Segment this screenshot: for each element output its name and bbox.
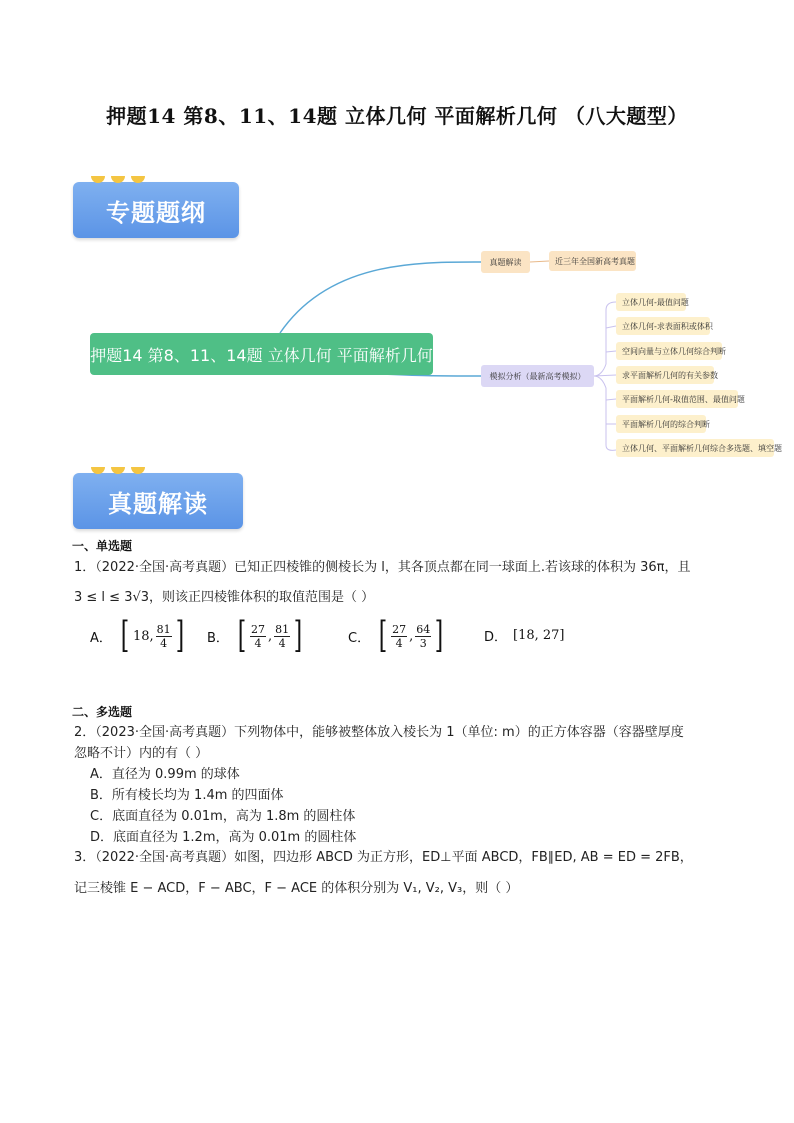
mind-map-branch-real-child: 近三年全国新高考真题 (549, 251, 636, 271)
question-2-option: A．直径为 0.99m 的球体 (90, 767, 240, 782)
section-heading-multi-choice: 二、多选题 (72, 705, 133, 719)
question-2-line-2: 忽略不计）内的有（ ） (74, 746, 209, 761)
option-c-interval: [ $\frac{27}{4}$ , $\frac{64}{3}$ ] (378, 615, 444, 656)
option-b-den2: 4 (278, 636, 286, 650)
mind-map-leaf: 平面解析几何的综合判断 (616, 415, 706, 433)
mind-map-leaf: 平面解析几何-取值范围、最值问题 (616, 390, 738, 408)
question-1-line-2: 3 ≤ l ≤ 3√3，则该正四棱锥体积的取值范围是（ ） (74, 590, 375, 605)
mind-map-branch-simulation: 模拟分析（最新高考模拟） (481, 365, 594, 387)
option-b-label: B． (207, 630, 229, 646)
mind-map-leaf: 求平面解析几何的有关参数 (616, 366, 714, 384)
real-questions-banner-label: 真题解读 (108, 489, 208, 518)
section-heading-single-choice: 一、单选题 (72, 539, 133, 553)
option-a-interval: [ 18, $\frac{81}{4}$ ] (120, 615, 184, 656)
option-c-num2: 64 (416, 622, 431, 636)
option-d-label: D． (484, 630, 508, 645)
option-a-left: 18, (132, 628, 154, 644)
option-b-interval: [ $\frac{27}{4}$ , $\frac{81}{4}$ ] (237, 615, 303, 656)
option-d-value: [18, 27] (513, 628, 565, 643)
mind-map-leaf: 立体几何-求表面积或体积 (616, 317, 710, 335)
mind-map-leaf: 立体几何、平面解析几何综合多选题、填空题 (616, 439, 774, 457)
mind-map-branch-real: 真题解读 (481, 251, 530, 273)
option-c-den2: 3 (419, 636, 427, 650)
option-b-num2: 81 (275, 622, 290, 636)
option-c (348, 615, 446, 656)
question-3-line-2: 记三棱锥 E − ACD，F − ABC，F − ACE 的体积分别为 V₁, V₂, V₃，则（ ） (74, 881, 519, 896)
mind-map (0, 240, 794, 470)
option-c-label: C． (348, 630, 371, 646)
mind-map-leaf: 立体几何-最值问题 (616, 293, 686, 311)
mind-map-leaf: 空间向量与立体几何综合判断 (616, 342, 722, 360)
question-2-option: B．所有棱长均为 1.4m 的四面体 (90, 788, 284, 803)
option-c-den1: 4 (395, 636, 403, 650)
question-3-line-1: 3．（2022·全国·高考真题）如图，四边形 ABCD 为正方形，ED⊥平面 ABCD，FB∥ED, AB = ED = 2FB， (74, 850, 693, 865)
outline-banner (73, 182, 239, 238)
option-a (90, 615, 187, 656)
outline-banner-label: 专题题纲 (106, 198, 206, 227)
option-a-num: 81 (156, 622, 171, 636)
question-2-option: C．底面直径为 0.01m，高为 1.8m 的圆柱体 (90, 809, 356, 824)
option-c-num1: 27 (392, 622, 407, 636)
real-questions-banner (73, 473, 243, 529)
question-2-line-1: 2．（2023·全国·高考真题）下列物体中，能够被整体放入棱长为 1（单位: m）的正方体容器（容器壁厚度 (74, 725, 684, 740)
option-b-den1: 4 (254, 636, 262, 650)
option-b (207, 615, 305, 656)
option-a-den: 4 (160, 636, 168, 650)
mind-map-root: 押题14 第8、11、14题 立体几何 平面解析几何 (90, 333, 433, 375)
question-1-line-1: 1．（2022·全国·高考真题）已知正四棱锥的侧棱长为 l，其各顶点都在同一球面上.若该球的体积为 36π，且 (74, 560, 691, 575)
option-a-label: A． (90, 630, 112, 646)
document-title: 押题14 第8、11、14题 立体几何 平面解析几何 （八大题型） (106, 104, 688, 128)
option-d (484, 626, 565, 645)
option-b-num1: 27 (250, 622, 265, 636)
question-2-option: D．底面直径为 1.2m，高为 0.01m 的圆柱体 (90, 830, 357, 845)
